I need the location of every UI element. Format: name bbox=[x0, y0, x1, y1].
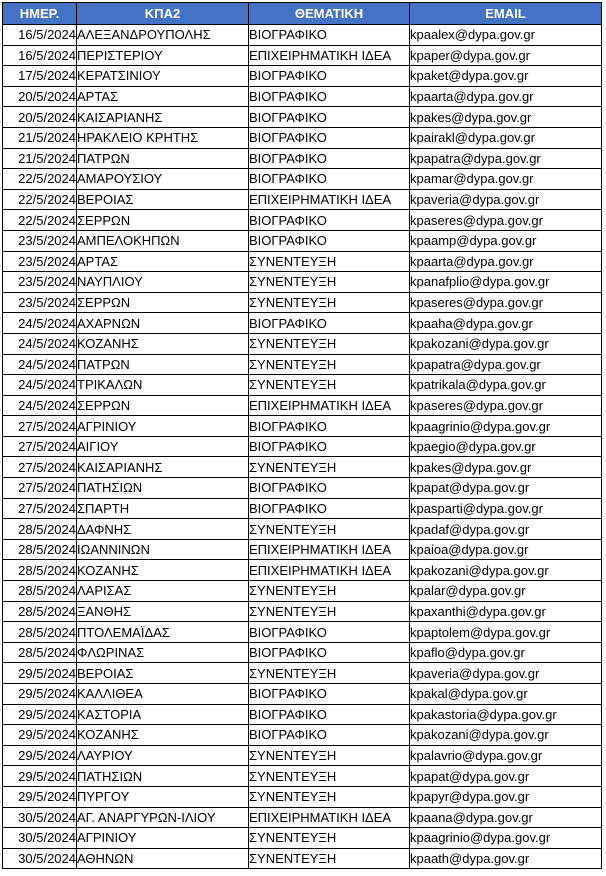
theme-cell: ΒΙΟΓΡΑΦΙΚΟ bbox=[249, 86, 410, 107]
email-cell: kpakozani@dypa.gov.gr bbox=[410, 333, 602, 354]
theme-cell: ΕΠΙΧΕΙΡΗΜΑΤΙΚΗ ΙΔΕΑ bbox=[249, 395, 410, 416]
theme-cell: ΒΙΟΓΡΑΦΙΚΟ bbox=[249, 704, 410, 725]
kpa-cell: ΚΑΙΣΑΡΙΑΝΗΣ bbox=[77, 107, 249, 128]
theme-cell: ΣΥΝΕΝΤΕΥΞΗ bbox=[249, 354, 410, 375]
kpa-cell: ΚΑΙΣΑΡΙΑΝΗΣ bbox=[77, 457, 249, 478]
email-cell: kpakal@dypa.gov.gr bbox=[410, 684, 602, 705]
email-cell: kpapat@dypa.gov.gr bbox=[410, 478, 602, 499]
theme-cell: ΒΙΟΓΡΑΦΙΚΟ bbox=[249, 25, 410, 46]
kpa-cell: ΞΑΝΘΗΣ bbox=[77, 601, 249, 622]
date-cell: 28/5/2024 bbox=[3, 601, 77, 622]
theme-cell: ΒΙΟΓΡΑΦΙΚΟ bbox=[249, 684, 410, 705]
date-cell: 29/5/2024 bbox=[3, 704, 77, 725]
email-cell: kpapat@dypa.gov.gr bbox=[410, 766, 602, 787]
email-cell: kpairakl@dypa.gov.gr bbox=[410, 127, 602, 148]
kpa-cell: ΚΟΖΑΝΗΣ bbox=[77, 560, 249, 581]
table-body bbox=[3, 25, 602, 869]
theme-cell: ΒΙΟΓΡΑΦΙΚΟ bbox=[249, 210, 410, 231]
email-cell: kpapyr@dypa.gov.gr bbox=[410, 786, 602, 807]
kpa-cell: ΠΕΡΙΣΤΕΡΙΟΥ bbox=[77, 45, 249, 66]
date-cell: 27/5/2024 bbox=[3, 478, 77, 499]
table-row bbox=[3, 66, 602, 87]
kpa-cell: ΚΕΡΑΤΣΙΝΙΟΥ bbox=[77, 66, 249, 87]
theme-cell: ΣΥΝΕΝΤΕΥΞΗ bbox=[249, 745, 410, 766]
theme-cell: ΕΠΙΧΕΙΡΗΜΑΤΙΚΗ ΙΔΕΑ bbox=[249, 539, 410, 560]
date-cell: 16/5/2024 bbox=[3, 25, 77, 46]
table-row bbox=[3, 230, 602, 251]
email-cell: kpaper@dypa.gov.gr bbox=[410, 45, 602, 66]
theme-cell: ΒΙΟΓΡΑΦΙΚΟ bbox=[249, 622, 410, 643]
kpa-cell: ΚΟΖΑΝΗΣ bbox=[77, 725, 249, 746]
email-cell: kpaflo@dypa.gov.gr bbox=[410, 642, 602, 663]
theme-cell: ΣΥΝΕΝΤΕΥΞΗ bbox=[249, 333, 410, 354]
email-cell: kpakes@dypa.gov.gr bbox=[410, 107, 602, 128]
table-row bbox=[3, 807, 602, 828]
date-cell: 28/5/2024 bbox=[3, 642, 77, 663]
email-cell: kpasparti@dypa.gov.gr bbox=[410, 498, 602, 519]
table-row bbox=[3, 272, 602, 293]
table-row bbox=[3, 416, 602, 437]
kpa-cell: ΑΓ. ΑΝΑΡΓΥΡΩΝ-ΙΛΙΟΥ bbox=[77, 807, 249, 828]
date-cell: 23/5/2024 bbox=[3, 251, 77, 272]
date-cell: 28/5/2024 bbox=[3, 622, 77, 643]
table-row bbox=[3, 663, 602, 684]
email-cell: kpaamp@dypa.gov.gr bbox=[410, 230, 602, 251]
date-cell: 23/5/2024 bbox=[3, 292, 77, 313]
date-cell: 29/5/2024 bbox=[3, 786, 77, 807]
kpa-cell: ΣΠΑΡΤΗ bbox=[77, 498, 249, 519]
table-row bbox=[3, 766, 602, 787]
email-cell: kpakozani@dypa.gov.gr bbox=[410, 725, 602, 746]
theme-cell: ΣΥΝΕΝΤΕΥΞΗ bbox=[249, 375, 410, 396]
theme-cell: ΣΥΝΕΝΤΕΥΞΗ bbox=[249, 292, 410, 313]
table-row bbox=[3, 86, 602, 107]
date-cell: 29/5/2024 bbox=[3, 663, 77, 684]
table-row bbox=[3, 127, 602, 148]
kpa-cell: ΚΟΖΑΝΗΣ bbox=[77, 333, 249, 354]
table-row bbox=[3, 684, 602, 705]
date-cell: 24/5/2024 bbox=[3, 395, 77, 416]
table-row bbox=[3, 457, 602, 478]
theme-cell: ΕΠΙΧΕΙΡΗΜΑΤΙΚΗ ΙΔΕΑ bbox=[249, 45, 410, 66]
date-cell: 27/5/2024 bbox=[3, 436, 77, 457]
table-row bbox=[3, 45, 602, 66]
email-cell: kpaveria@dypa.gov.gr bbox=[410, 663, 602, 684]
theme-cell: ΒΙΟΓΡΑΦΙΚΟ bbox=[249, 642, 410, 663]
theme-cell: ΒΙΟΓΡΑΦΙΚΟ bbox=[249, 313, 410, 334]
kpa-cell: ΛΑΥΡΙΟΥ bbox=[77, 745, 249, 766]
kpa-cell: ΔΑΦΝΗΣ bbox=[77, 519, 249, 540]
kpa-cell: ΣΕΡΡΩΝ bbox=[77, 292, 249, 313]
table-row bbox=[3, 148, 602, 169]
date-cell: 22/5/2024 bbox=[3, 189, 77, 210]
kpa-cell: ΑΓΡΙΝΙΟΥ bbox=[77, 828, 249, 849]
email-cell: kpaaha@dypa.gov.gr bbox=[410, 313, 602, 334]
kpa-cell: ΒΕΡΟΙΑΣ bbox=[77, 189, 249, 210]
table-row bbox=[3, 745, 602, 766]
email-cell: kpaket@dypa.gov.gr bbox=[410, 66, 602, 87]
date-cell: 24/5/2024 bbox=[3, 354, 77, 375]
table-row bbox=[3, 251, 602, 272]
header-date: ΗΜΕΡ. bbox=[3, 3, 77, 25]
email-cell: kpadaf@dypa.gov.gr bbox=[410, 519, 602, 540]
kpa-cell: ΙΩΑΝΝΙΝΩΝ bbox=[77, 539, 249, 560]
kpa-cell: ΣΕΡΡΩΝ bbox=[77, 395, 249, 416]
table-row bbox=[3, 169, 602, 190]
table-row bbox=[3, 519, 602, 540]
kpa-cell: ΗΡΑΚΛΕΙΟ ΚΡΗΤΗΣ bbox=[77, 127, 249, 148]
table-row bbox=[3, 786, 602, 807]
kpa-cell: ΑΜΑΡΟΥΣΙΟΥ bbox=[77, 169, 249, 190]
date-cell: 23/5/2024 bbox=[3, 230, 77, 251]
date-cell: 29/5/2024 bbox=[3, 745, 77, 766]
email-cell: kpaioa@dypa.gov.gr bbox=[410, 539, 602, 560]
kpa-cell: ΣΕΡΡΩΝ bbox=[77, 210, 249, 231]
date-cell: 30/5/2024 bbox=[3, 828, 77, 849]
table-row bbox=[3, 828, 602, 849]
email-cell: kpatrikala@dypa.gov.gr bbox=[410, 375, 602, 396]
date-cell: 20/5/2024 bbox=[3, 86, 77, 107]
email-cell: kpalavrio@dypa.gov.gr bbox=[410, 745, 602, 766]
email-cell: kpaana@dypa.gov.gr bbox=[410, 807, 602, 828]
kpa-cell: ΠΑΤΡΩΝ bbox=[77, 354, 249, 375]
email-cell: kpaseres@dypa.gov.gr bbox=[410, 395, 602, 416]
table-row bbox=[3, 354, 602, 375]
header-theme: ΘΕΜΑΤΙΚΗ bbox=[249, 3, 410, 25]
kpa-cell: ΦΛΩΡΙΝΑΣ bbox=[77, 642, 249, 663]
theme-cell: ΒΙΟΓΡΑΦΙΚΟ bbox=[249, 416, 410, 437]
header-email: EMAIL bbox=[410, 3, 602, 25]
kpa-cell: ΑΡΤΑΣ bbox=[77, 251, 249, 272]
theme-cell: ΒΙΟΓΡΑΦΙΚΟ bbox=[249, 169, 410, 190]
theme-cell: ΒΙΟΓΡΑΦΙΚΟ bbox=[249, 436, 410, 457]
table-row bbox=[3, 395, 602, 416]
theme-cell: ΒΙΟΓΡΑΦΙΚΟ bbox=[249, 230, 410, 251]
email-cell: kpaagrinio@dypa.gov.gr bbox=[410, 828, 602, 849]
kpa-cell: ΠΑΤΗΣΙΩΝ bbox=[77, 478, 249, 499]
table-row bbox=[3, 848, 602, 869]
table-row bbox=[3, 210, 602, 231]
email-cell: kpapatra@dypa.gov.gr bbox=[410, 354, 602, 375]
email-cell: kpaegio@dypa.gov.gr bbox=[410, 436, 602, 457]
theme-cell: ΣΥΝΕΝΤΕΥΞΗ bbox=[249, 457, 410, 478]
kpa-cell: ΠΤΟΛΕΜΑΪΔΑΣ bbox=[77, 622, 249, 643]
kpa-cell: ΛΑΡΙΣΑΣ bbox=[77, 581, 249, 602]
table-row bbox=[3, 333, 602, 354]
kpa-cell: ΑΘΗΝΩΝ bbox=[77, 848, 249, 869]
email-cell: kpakes@dypa.gov.gr bbox=[410, 457, 602, 478]
date-cell: 27/5/2024 bbox=[3, 498, 77, 519]
theme-cell: ΒΙΟΓΡΑΦΙΚΟ bbox=[249, 127, 410, 148]
table-row bbox=[3, 375, 602, 396]
date-cell: 28/5/2024 bbox=[3, 539, 77, 560]
table-row bbox=[3, 292, 602, 313]
table-row bbox=[3, 313, 602, 334]
date-cell: 24/5/2024 bbox=[3, 333, 77, 354]
table-row bbox=[3, 560, 602, 581]
date-cell: 28/5/2024 bbox=[3, 560, 77, 581]
email-cell: kpaseres@dypa.gov.gr bbox=[410, 292, 602, 313]
theme-cell: ΒΙΟΓΡΑΦΙΚΟ bbox=[249, 66, 410, 87]
email-cell: kpaarta@dypa.gov.gr bbox=[410, 251, 602, 272]
date-cell: 20/5/2024 bbox=[3, 107, 77, 128]
date-cell: 24/5/2024 bbox=[3, 313, 77, 334]
kpa-cell: ΑΓΡΙΝΙΟΥ bbox=[77, 416, 249, 437]
schedule-table bbox=[2, 2, 602, 869]
date-cell: 27/5/2024 bbox=[3, 416, 77, 437]
kpa-cell: ΑΙΓΙΟΥ bbox=[77, 436, 249, 457]
theme-cell: ΒΙΟΓΡΑΦΙΚΟ bbox=[249, 478, 410, 499]
theme-cell: ΣΥΝΕΝΤΕΥΞΗ bbox=[249, 848, 410, 869]
kpa-cell: ΑΧΑΡΝΩΝ bbox=[77, 313, 249, 334]
email-cell: kpaath@dypa.gov.gr bbox=[410, 848, 602, 869]
theme-cell: ΣΥΝΕΝΤΕΥΞΗ bbox=[249, 601, 410, 622]
email-cell: kpamar@dypa.gov.gr bbox=[410, 169, 602, 190]
kpa-cell: ΠΥΡΓΟΥ bbox=[77, 786, 249, 807]
table-row bbox=[3, 622, 602, 643]
table-header bbox=[3, 3, 602, 25]
table-row bbox=[3, 601, 602, 622]
date-cell: 21/5/2024 bbox=[3, 127, 77, 148]
email-cell: kpaveria@dypa.gov.gr bbox=[410, 189, 602, 210]
kpa-cell: ΒΕΡΟΙΑΣ bbox=[77, 663, 249, 684]
kpa-cell: ΚΑΛΛΙΘΕΑ bbox=[77, 684, 249, 705]
kpa-cell: ΑΡΤΑΣ bbox=[77, 86, 249, 107]
date-cell: 21/5/2024 bbox=[3, 148, 77, 169]
table-row bbox=[3, 478, 602, 499]
theme-cell: ΕΠΙΧΕΙΡΗΜΑΤΙΚΗ ΙΔΕΑ bbox=[249, 189, 410, 210]
table-row bbox=[3, 25, 602, 46]
date-cell: 23/5/2024 bbox=[3, 272, 77, 293]
email-cell: kpaptolem@dypa.gov.gr bbox=[410, 622, 602, 643]
email-cell: kpaagrinio@dypa.gov.gr bbox=[410, 416, 602, 437]
theme-cell: ΣΥΝΕΝΤΕΥΞΗ bbox=[249, 663, 410, 684]
theme-cell: ΣΥΝΕΝΤΕΥΞΗ bbox=[249, 581, 410, 602]
table-row bbox=[3, 725, 602, 746]
date-cell: 28/5/2024 bbox=[3, 581, 77, 602]
date-cell: 27/5/2024 bbox=[3, 457, 77, 478]
date-cell: 29/5/2024 bbox=[3, 684, 77, 705]
theme-cell: ΕΠΙΧΕΙΡΗΜΑΤΙΚΗ ΙΔΕΑ bbox=[249, 560, 410, 581]
theme-cell: ΣΥΝΕΝΤΕΥΞΗ bbox=[249, 519, 410, 540]
email-cell: kpalar@dypa.gov.gr bbox=[410, 581, 602, 602]
theme-cell: ΣΥΝΕΝΤΕΥΞΗ bbox=[249, 272, 410, 293]
theme-cell: ΒΙΟΓΡΑΦΙΚΟ bbox=[249, 498, 410, 519]
theme-cell: ΣΥΝΕΝΤΕΥΞΗ bbox=[249, 766, 410, 787]
header-row bbox=[3, 3, 602, 25]
date-cell: 17/5/2024 bbox=[3, 66, 77, 87]
kpa-cell: ΝΑΥΠΛΙΟΥ bbox=[77, 272, 249, 293]
table-row bbox=[3, 704, 602, 725]
table-row bbox=[3, 107, 602, 128]
kpa-cell: ΑΜΠΕΛΟΚΗΠΩΝ bbox=[77, 230, 249, 251]
theme-cell: ΣΥΝΕΝΤΕΥΞΗ bbox=[249, 828, 410, 849]
email-cell: kpaalex@dypa.gov.gr bbox=[410, 25, 602, 46]
email-cell: kpapatra@dypa.gov.gr bbox=[410, 148, 602, 169]
table-row bbox=[3, 642, 602, 663]
date-cell: 29/5/2024 bbox=[3, 766, 77, 787]
email-cell: kpaarta@dypa.gov.gr bbox=[410, 86, 602, 107]
table-row bbox=[3, 436, 602, 457]
email-cell: kpakozani@dypa.gov.gr bbox=[410, 560, 602, 581]
kpa-cell: ΤΡΙΚΑΛΩΝ bbox=[77, 375, 249, 396]
table-row bbox=[3, 189, 602, 210]
date-cell: 16/5/2024 bbox=[3, 45, 77, 66]
table-row bbox=[3, 498, 602, 519]
date-cell: 22/5/2024 bbox=[3, 169, 77, 190]
date-cell: 29/5/2024 bbox=[3, 725, 77, 746]
theme-cell: ΒΙΟΓΡΑΦΙΚΟ bbox=[249, 148, 410, 169]
theme-cell: ΒΙΟΓΡΑΦΙΚΟ bbox=[249, 107, 410, 128]
email-cell: kpanafplio@dypa.gov.gr bbox=[410, 272, 602, 293]
email-cell: kpaseres@dypa.gov.gr bbox=[410, 210, 602, 231]
email-cell: kpakastoria@dypa.gov.gr bbox=[410, 704, 602, 725]
table-row bbox=[3, 581, 602, 602]
date-cell: 24/5/2024 bbox=[3, 375, 77, 396]
email-cell: kpaxanthi@dypa.gov.gr bbox=[410, 601, 602, 622]
theme-cell: ΣΥΝΕΝΤΕΥΞΗ bbox=[249, 786, 410, 807]
header-kpa: ΚΠΑ2 bbox=[77, 3, 249, 25]
theme-cell: ΒΙΟΓΡΑΦΙΚΟ bbox=[249, 725, 410, 746]
kpa-cell: ΠΑΤΗΣΙΩΝ bbox=[77, 766, 249, 787]
kpa-cell: ΠΑΤΡΩΝ bbox=[77, 148, 249, 169]
theme-cell: ΕΠΙΧΕΙΡΗΜΑΤΙΚΗ ΙΔΕΑ bbox=[249, 807, 410, 828]
date-cell: 28/5/2024 bbox=[3, 519, 77, 540]
theme-cell: ΣΥΝΕΝΤΕΥΞΗ bbox=[249, 251, 410, 272]
kpa-cell: ΚΑΣΤΟΡΙΑ bbox=[77, 704, 249, 725]
date-cell: 30/5/2024 bbox=[3, 807, 77, 828]
date-cell: 30/5/2024 bbox=[3, 848, 77, 869]
kpa-cell: ΑΛΕΞΑΝΔΡΟΥΠΟΛΗΣ bbox=[77, 25, 249, 46]
table-row bbox=[3, 539, 602, 560]
date-cell: 22/5/2024 bbox=[3, 210, 77, 231]
